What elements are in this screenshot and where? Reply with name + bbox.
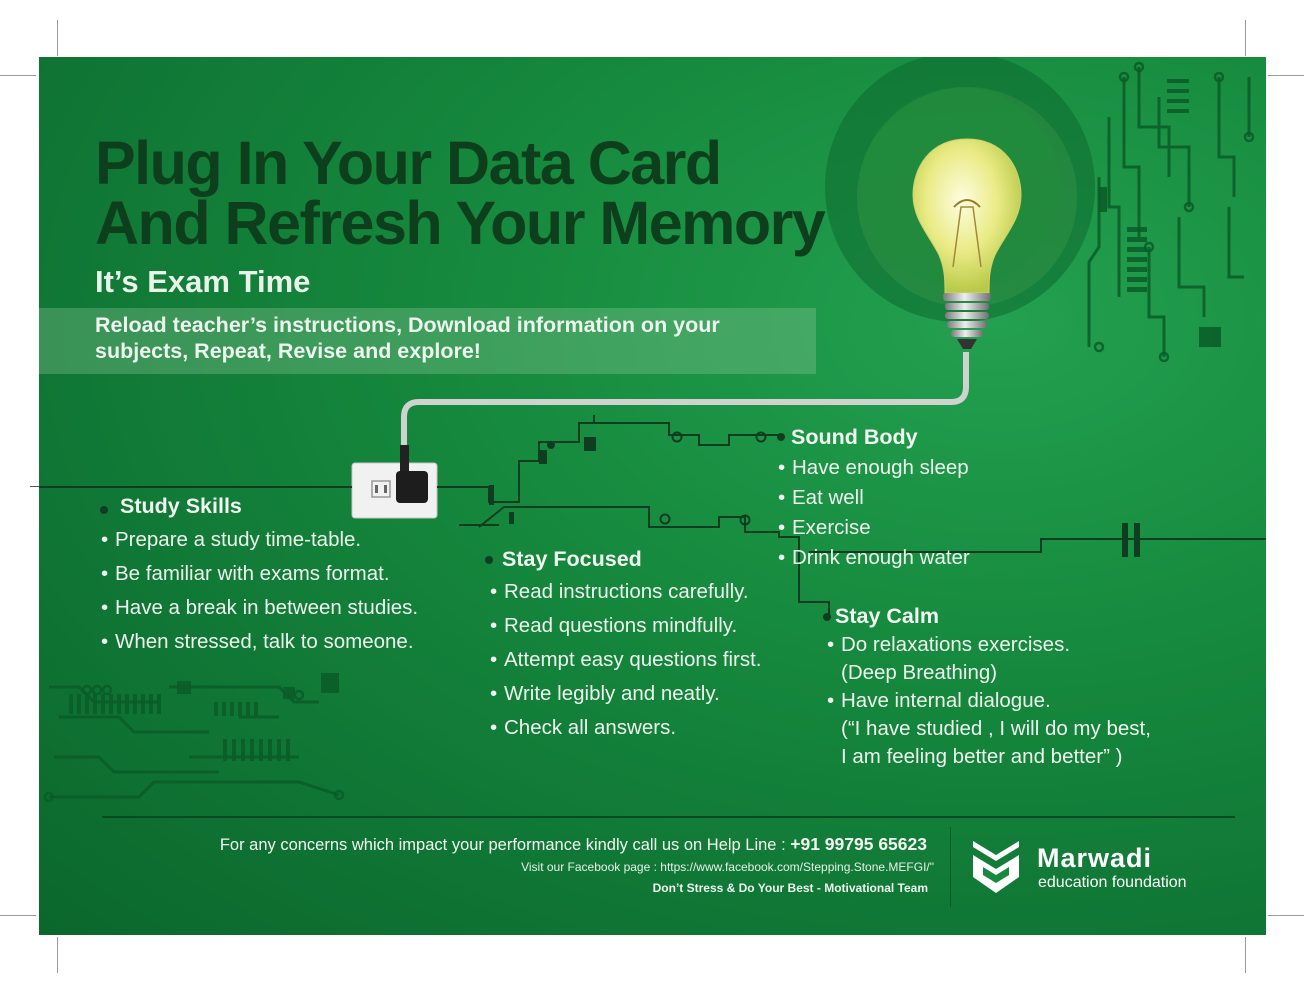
logo-subtitle: education foundation [1038, 874, 1187, 891]
stay-calm-list [827, 631, 1151, 771]
footer-divider [102, 816, 1235, 818]
list-item: • Eat well [778, 486, 864, 509]
footer-separator [950, 827, 951, 907]
stay-calm-title: Stay Calm [835, 604, 939, 628]
title-line-2: And Refresh Your Memory [95, 189, 825, 257]
list-item: • Check all answers. [490, 716, 677, 739]
study-skills-list [101, 528, 418, 664]
list-item: • Exercise [778, 516, 871, 539]
logo-name: Marwadi [1037, 843, 1153, 873]
crop-mark [30, 486, 39, 487]
crop-mark [1268, 915, 1304, 916]
sound-body-list [778, 456, 970, 576]
list-item: • Have internal dialogue. [827, 689, 1051, 712]
crop-mark [57, 20, 58, 56]
subtitle: It’s Exam Time [95, 264, 311, 299]
poster [39, 57, 1266, 935]
list-item: • Prepare a study time-table. [101, 528, 362, 551]
list-item: • Read questions mindfully. [490, 614, 738, 637]
list-item: • Have enough sleep [778, 456, 969, 479]
stay-focused-title: Stay Focused [502, 547, 642, 571]
helpline-text [220, 834, 927, 855]
crop-mark [1245, 937, 1246, 973]
list-item: • Attempt easy questions first. [490, 648, 762, 671]
crop-mark [1245, 20, 1246, 56]
crop-mark [0, 75, 36, 76]
list-item: • Have a break in between studies. [101, 596, 419, 619]
list-item: • Drink enough water [778, 546, 970, 569]
marwadi-shield-icon [969, 835, 1023, 895]
stay-focused-list [490, 580, 762, 750]
list-item-note: (“I have studied , I will do my best, [841, 717, 1151, 740]
facebook-link[interactable]: Visit our Facebook page : https://www.facebook.com/Stepping.Stone.MEFGI/" [521, 860, 934, 874]
list-item-note: (Deep Breathing) [841, 661, 998, 684]
list-item: • Be familiar with exams format. [101, 562, 390, 585]
helpline-label: For any concerns which impact your performance kindly call us on Help Line : [219, 836, 786, 854]
crop-mark [0, 915, 36, 916]
tagline: Reload teacher’s instructions, Download information on your subjects, Repeat, Revise and explore! [95, 313, 720, 363]
crop-mark [57, 937, 58, 973]
motto: Don’t Stress & Do Your Best - Motivational Team [652, 881, 928, 895]
sound-body-title: Sound Body [791, 425, 918, 449]
list-item: • When stressed, talk to someone. [101, 630, 414, 653]
study-skills-title: Study Skills [120, 494, 242, 518]
list-item: • Write legibly and neatly. [490, 682, 720, 705]
list-item: • Read instructions carefully. [490, 580, 749, 603]
list-item-note: I am feeling better and better” ) [841, 745, 1123, 768]
light-bulb-icon [857, 87, 1077, 349]
title-line-1: Plug In Your Data Card [95, 129, 721, 197]
crop-mark [1268, 75, 1304, 76]
helpline-number[interactable]: +91 99795 65623 [790, 834, 927, 854]
list-item: • Do relaxations exercises. [827, 633, 1071, 656]
